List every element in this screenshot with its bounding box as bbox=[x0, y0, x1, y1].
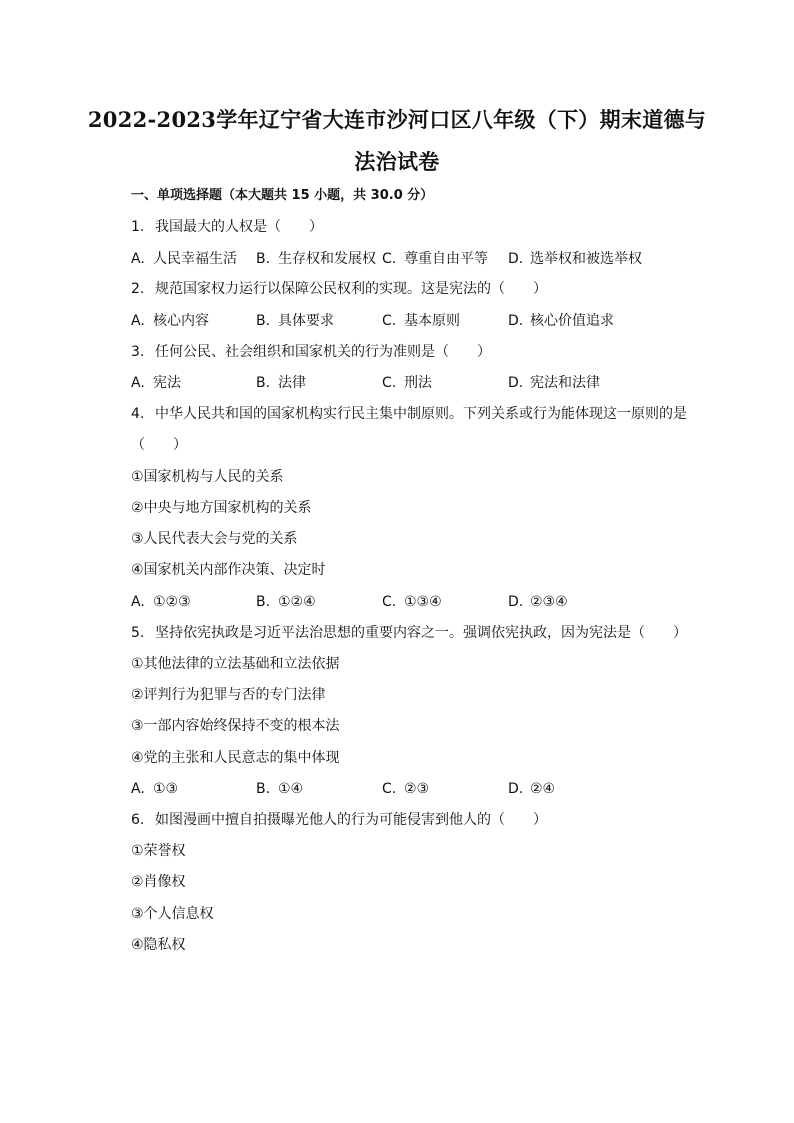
question-5-stem bbox=[131, 624, 687, 642]
statement-item: ③个人信息权 bbox=[131, 906, 214, 922]
statement-item: ②评判行为犯罪与否的专门法律 bbox=[131, 687, 326, 703]
section-heading: 一、单项选择题（本大题共 15 小题，共 30.0 分） bbox=[131, 188, 434, 203]
option-c[interactable]: C. 尊重自由平等 bbox=[382, 251, 488, 267]
option-a[interactable]: A. ①②③ bbox=[131, 594, 191, 610]
question-3-options bbox=[131, 374, 691, 392]
option-d[interactable]: D. 选举权和被选举权 bbox=[508, 251, 642, 267]
question-number: 3. bbox=[131, 344, 145, 360]
statement-item: ③人民代表大会与党的关系 bbox=[131, 531, 298, 547]
statement-item: ④党的主张和人民意志的集中体现 bbox=[131, 750, 340, 766]
statement-item: ④隐私权 bbox=[131, 937, 186, 953]
question-3-stem bbox=[131, 343, 491, 361]
option-d[interactable]: D. 宪法和法律 bbox=[508, 375, 600, 391]
question-number: 2. bbox=[131, 281, 145, 297]
option-d[interactable]: D. ②④ bbox=[508, 781, 556, 797]
question-number: 1. bbox=[131, 219, 145, 235]
option-a[interactable]: A. 宪法 bbox=[131, 375, 181, 391]
question-4-options bbox=[131, 593, 691, 611]
option-a[interactable]: A. ①③ bbox=[131, 781, 179, 797]
option-c[interactable]: C. ①③④ bbox=[382, 594, 442, 610]
question-2-stem bbox=[131, 280, 547, 298]
question-text: 坚持依宪执政是习近平法治思想的重要内容之一。强调依宪执政，因为宪法是（ ） bbox=[155, 625, 687, 641]
statement-item: ②中央与地方国家机构的关系 bbox=[131, 500, 312, 516]
statement-item: ③一部内容始终保持不变的根本法 bbox=[131, 718, 340, 734]
statement-item: ④国家机关内部作决策、决定时 bbox=[131, 562, 326, 578]
exam-title-line2: 法治试卷 bbox=[354, 149, 440, 174]
statement-item: ②肖像权 bbox=[131, 874, 186, 890]
question-number: 5. bbox=[131, 625, 145, 641]
question-text: 任何公民、社会组织和国家机关的行为准则是（ ） bbox=[155, 344, 491, 360]
option-d[interactable]: D. ②③④ bbox=[508, 594, 568, 610]
option-b[interactable]: B. 具体要求 bbox=[256, 313, 334, 329]
option-b[interactable]: B. 法律 bbox=[256, 375, 306, 391]
statement-item: ①其他法律的立法基础和立法依据 bbox=[131, 656, 340, 672]
option-a[interactable]: A. 核心内容 bbox=[131, 313, 209, 329]
statement-item: ①国家机构与人民的关系 bbox=[131, 469, 284, 485]
question-4-stem-cont: （ ） bbox=[131, 437, 187, 453]
option-c[interactable]: C. 基本原则 bbox=[382, 313, 460, 329]
question-6-stem bbox=[131, 811, 547, 829]
question-2-options bbox=[131, 312, 691, 330]
option-a[interactable]: A. 人民幸福生活 bbox=[131, 251, 237, 267]
question-4-stem bbox=[131, 405, 687, 423]
option-b[interactable]: B. ①②④ bbox=[256, 594, 316, 610]
option-b[interactable]: B. 生存权和发展权 bbox=[256, 251, 376, 267]
question-text: 我国最大的人权是（ ） bbox=[155, 219, 323, 235]
option-c[interactable]: C. ②③ bbox=[382, 781, 430, 797]
exam-title-line1: 2022-2023学年辽宁省大连市沙河口区八年级（下）期末道德与 bbox=[87, 107, 707, 132]
question-number: 4. bbox=[131, 406, 145, 422]
question-text: 规范国家权力运行以保障公民权利的实现。这是宪法的（ ） bbox=[155, 281, 547, 297]
option-b[interactable]: B. ①④ bbox=[256, 781, 304, 797]
statement-item: ①荣誉权 bbox=[131, 843, 186, 859]
question-text: 中华人民共和国的国家机构实行民主集中制原则。下列关系或行为能体现这一原则的是 bbox=[155, 406, 687, 422]
question-number: 6. bbox=[131, 812, 145, 828]
option-c[interactable]: C. 刑法 bbox=[382, 375, 432, 391]
option-d[interactable]: D. 核心价值追求 bbox=[508, 313, 614, 329]
question-text: 如图漫画中擅自拍摄曝光他人的行为可能侵害到他人的（ ） bbox=[155, 812, 547, 828]
question-1-stem bbox=[131, 218, 323, 236]
question-5-options bbox=[131, 780, 691, 798]
question-1-options bbox=[131, 250, 691, 268]
